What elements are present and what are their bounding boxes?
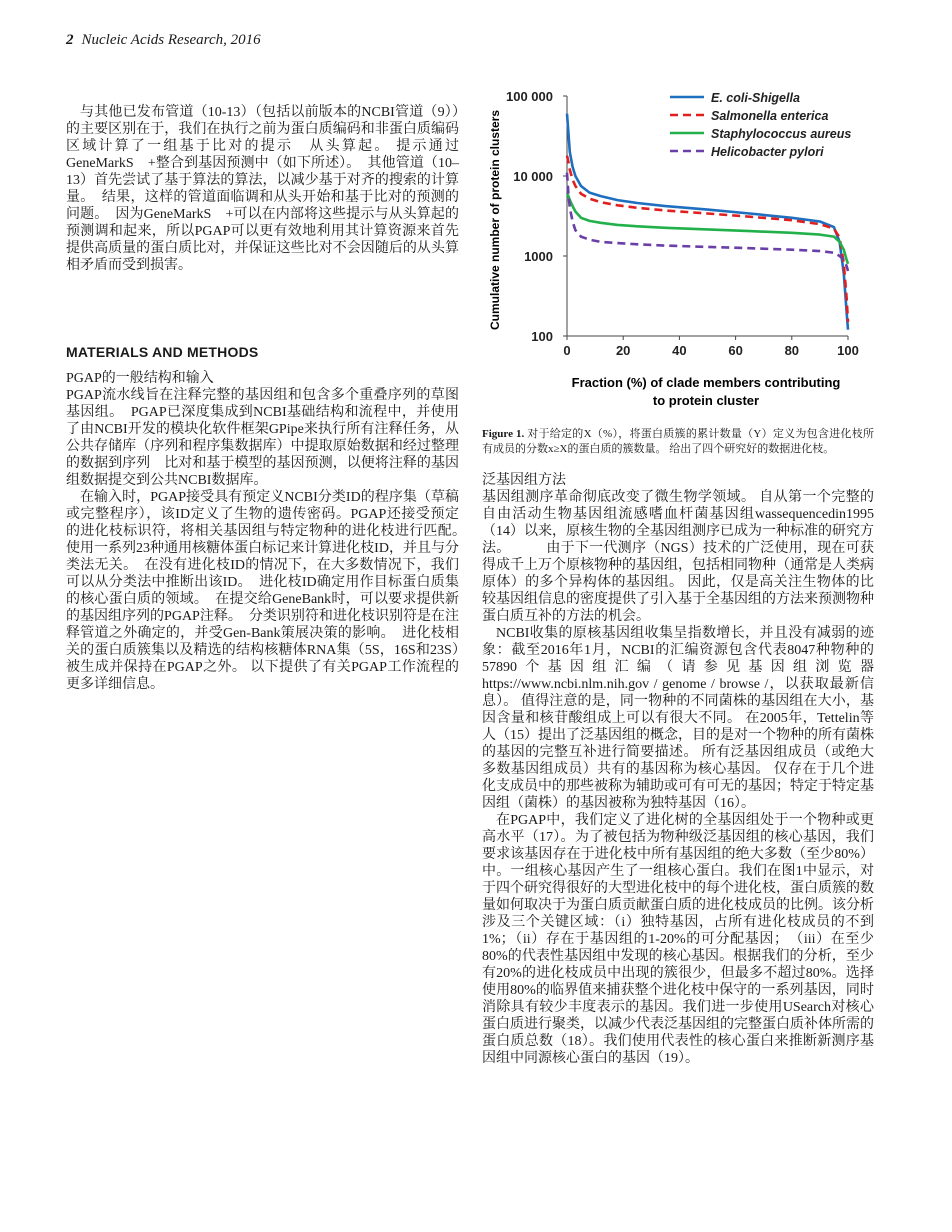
legend-label: Helicobacter pylori [711, 145, 824, 159]
series-line-3 [567, 173, 848, 271]
x-tick-label: 0 [563, 343, 571, 358]
body-paragraph: PGAP流水线旨在注释完整的基因组和包含多个重叠序列的草图基因组。 PGAP已深度集成到NCBI基础结构和流程中，并使用了由NCBI开发的模块化软件框架GPipe来执行所有注释任务，从公共存储库（序列和程序集数据库）中提取原始数据和经过整理的数据到序列 比对和基于模型的基因预测，以便将注释的基因组数据提交到公共NCBI数据库。 [66, 388, 459, 488]
page-number: 2 [66, 32, 74, 48]
series-line-1 [567, 156, 848, 322]
body-paragraph: 在PGAP中，我们定义了进化树的全基因组处于一个物种或更高水平（17）。为了被包括为物种级泛基因组的核心基因，我们要求该基因存在于进化枝中所有基因组的绝大多数（至少80%）中。一组核心基因产生了一组核心蛋白。我们在图1中显示，对于四个研究得很好的大型进化枝中的每个进化枝，蛋白质簇的数量如何取决于为蛋白质贡献蛋白质的进化枝成员的比例。该分析涉及三个关键区域：（i）独特基因，占所有进化枝成员的不到1%；（ii）存在于基因组的1-20%的可分配基因； （iii）在至少80%的代表性基因组中发现的核心基因。根据我们的分析，至少有20%的进化枝成员中出现的簇很少，但最多不超过80%。选择使用80%的临界值来捕获整个进化枝中保守的一系列基因，同时消除具有较少丰度表示的基因。我们进一步使用USearch对核心蛋白质进行聚类，以减少代表泛基因组的完整蛋白质补体所需的蛋白质总数（18）。我们使用代表性的核心蛋白来推断新测序基因组中同源核心蛋白的基因（19）。 [482, 813, 874, 1066]
running-header [66, 32, 261, 49]
x-tick-label: 20 [615, 343, 631, 358]
x-tick-label: 40 [672, 343, 687, 358]
left-body-block [66, 370, 473, 693]
journal-name: Nucleic Acids Research, 2016 [81, 32, 261, 48]
x-tick-label: 60 [728, 343, 743, 358]
intro-paragraph: 与其他已发布管道（10-13）（包括以前版本的NCBI管道（9））的主要区别在于，我们在执行之前为蛋白质编码和非蛋白质编码区域计算了一组基于比对的提示 从头算起。 提示通过GeneMarkS +整合到基因预测中（如下所述）。 其他管道（10–13）首先尝试了基于算法的算法，以减少基于对齐的搜索的计算量。 结果，这样的管道面临调和从头开始和基于比对的预测的问题。 因为GeneMarkS +可以在内部将这些提示与从头算起的预测调和起来，所以PGAP可以更有效地利用其计算资源来首先提供高质量的蛋白质比对，并保证这些比对不会因随后的从头算相矛盾而受到损害。 [66, 105, 459, 273]
intro-paragraph-block [66, 104, 459, 274]
subsection-heading-general: PGAP的一般结构和输入 [66, 371, 214, 386]
figure-caption [482, 427, 874, 457]
y-tick-label: 10 000 [513, 169, 553, 184]
y-axis-label: Cumulative number of protein clusters [488, 109, 502, 331]
figure-label: Figure 1. [482, 428, 525, 440]
subsection-heading-pangenome: 泛基因组方法 [482, 473, 566, 488]
x-tick-label: 100 [837, 343, 859, 358]
body-paragraph: 基因组测序革命彻底改变了微生物学领域。 自从第一个完整的自由活动生物基因组流感嗜血杆菌基因组wassequencedin1995（14）以来，原核生物的全基因组测序已成为一种标准的研究方法。 由于下一代测序（NGS）技术的广泛使用，现在可获得成千上万个原核物种的基因组，包括相同物种（通常是人类病原体）的多个异构体的基因组。 因此，仅是高关注生物体的比较基因组信息的密度提供了引入基于全基因组的方法来预测物种蛋白质互补的方法的机会。 [482, 490, 874, 624]
legend-label: Staphylococcus aureus [711, 127, 852, 141]
figure-1-chart [482, 80, 882, 415]
body-paragraph: 在输入时，PGAP接受具有预定义NCBI分类ID的程序集（草稿或完整程序），该ID定义了生物的遗传密码。PGAP还接受预定的进化枝标识符，将相关基因组与特定物种的进化枝进行匹配。 使用一系列23种通用核糖体蛋白标记来计算进化枝ID，并且与分类法无关。 在没有进化枝ID的情况下，在大多数情况下，我们可以从分类法中推断出该ID。 进化枝ID确定用作目标蛋白质集的核心蛋白质的领域。 在提交给GeneBank时，可以要求提供新的基因组序列的PGAP注释。 分类识别符和进化枝识别符是在注释管道之外确定的，并受Gen-Bank策展决策的影响。 进化枝相关的蛋白质簇集以及精选的结构核糖体RNA集（5S，16S和23S）被生成并保持在PGAP之外。 以下提供了有关PGAP工作流程的更多详细信息。 [66, 490, 473, 692]
y-tick-label: 100 000 [506, 89, 553, 104]
body-paragraph: NCBI收集的原核基因组收集呈指数增长，并且没有减弱的迹象：截至2016年1月，NCBI的汇编资源包含代表8047种物种的57890个基因组汇编（请参见基因组浏览器 https://www.ncbi.nlm.nih.gov / genome / browse /，以获取最新信息）。 值得注意的是，同一物种的不同菌株的基因组在大小，基因含量和核苷酸组成上可以有很大不同。 在2005年，Tettelin等人（15）提出了泛基因组的概念，目的是对一个物种的所有菌株的基因的完整互补进行简要描述。 所有泛基因组成员（或绝大多数基因组成员）共有的基因称为核心基因。 仅存在于几个进化支成员中的那些被称为辅助或可有可无的基因；特定于特定基因组（菌株）的基因被称为独特基因（16）。 [482, 626, 874, 811]
x-axis-label-line1: Fraction (%) of clade members contributing [571, 375, 841, 390]
x-axis-label-line2: to protein cluster [652, 393, 760, 408]
y-tick-label: 100 [531, 329, 553, 344]
x-tick-label: 80 [784, 343, 800, 358]
legend-label: Salmonella enterica [711, 109, 829, 123]
y-tick-label: 1000 [524, 249, 553, 264]
section-title: MATERIALS AND METHODS [66, 344, 259, 360]
figure-caption-text: 对于给定的X（%），将蛋白质簇的累计数量（Y）定义为包含进化枝所有成员的分数x≥X的蛋白质的簇数量。 给出了四个研究好的数据进化枝。 [482, 428, 874, 455]
right-body-block [482, 472, 874, 1067]
legend-label: E. coli-Shigella [711, 91, 800, 105]
